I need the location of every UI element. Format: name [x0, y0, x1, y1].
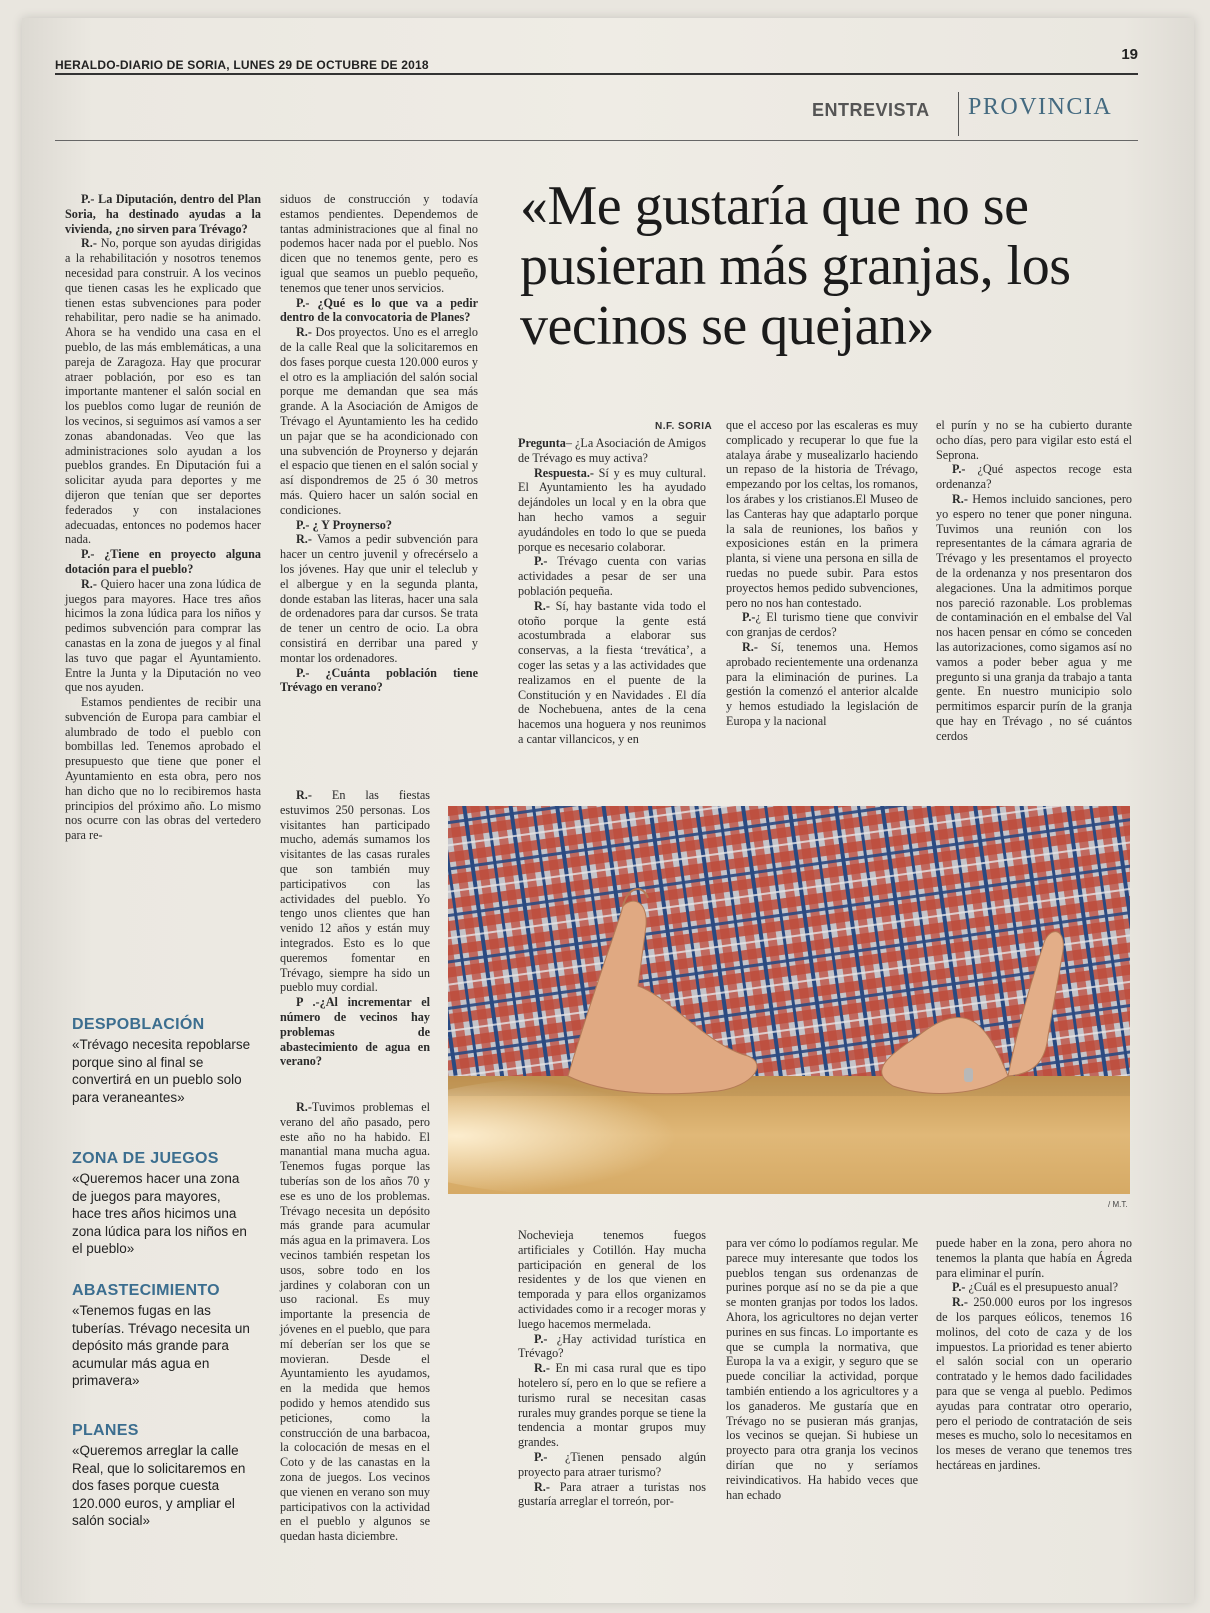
- sidebar-title: DESPOBLACIÓN: [72, 1016, 205, 1033]
- article-column-4-lower: [726, 1236, 918, 1502]
- question: P.- Trévago cuenta con varias actividades a pesar de ser una población pequeña.: [518, 554, 706, 598]
- sidebar-title: ZONA DE JUEGOS: [72, 1150, 219, 1167]
- article-column-2: [280, 192, 478, 695]
- answer: R.-Tuvimos problemas el verano del año pasado, pero este año no ha habido. El manantial mana mucha agua. Tenemos fugas porque las tuberías son de los años 70 y ese es uno de los problemas. Trévago necesita un depósito más grande para acumular más agua en la primavera. Los vecinos también respetan los usos, sobre todo en los jardines y colaboran con un uso racional. Es muy importante la presencia de jóvenes en el pueblo, que para mí deberían ser los que se movieran. Desde el Ayuntamiento les ayudamos, en la medida que hemos podido y hemos atendido sus peticiones, como la construcción de una barbacoa, la colocación de mesas en el Coto y de las canastas en la zona de juegos. Los vecinos que vienen en verano son muy participativos con la actividad en el pueblo y algunos se quedan hasta diciembre.: [280, 1100, 430, 1544]
- article-column-2c: [280, 1100, 430, 1544]
- article-column-4: [726, 418, 918, 729]
- headline: «Me gustaría que no se pusieran más granjas, los vecinos se quejan»: [520, 175, 1071, 357]
- page-number: 19: [1121, 46, 1138, 63]
- answer: R.- En mi casa rural que es tipo hotelero sí, pero en lo que se refiere a turismo rural se necesitan casas rurales muy grandes porque se tiene la tendencia a montar grupos muy grandes.: [518, 1361, 706, 1450]
- answer: R.- Hemos incluido sanciones, pero yo espero no tener que poner ninguna. Tuvimos una reunión con los representantes de la cámara agraria de Trévago y les presentamos el proyecto de la ordenanza y nos presentaron dos alegaciones. Una la admitimos porque nos pareció razonable. Los problemas de contaminación en el embalse del Val nos hacen pensar en cómo se conceden las autorizaciones, como sigamos así no vamos a poder beber agua y me pregunto si una granja da trabajo a tanta gente. En nuestro municipio solo permitimos esparcir purín de la granja que hay en Trévago , no sé cuántos cerdos: [936, 491, 1132, 743]
- article-photo: [448, 806, 1130, 1194]
- question: P.- ¿Tienen pensado algún proyecto para atraer turismo?: [518, 1449, 706, 1479]
- sidebar-title: PLANES: [72, 1422, 139, 1439]
- answer-continued: puede haber en la zona, pero ahora no tenemos la planta que había en Ágreda para eliminar el purín.: [936, 1236, 1132, 1280]
- answer-continued: siduos de construcción y todavía estamos pendientes. Dependemos de tantas administraciones que al final no podemos hacer nada por el pueblo. Nos dicen que no tenemos gente, pero es igual que seamos un pueblo pequeño, tenemos que tener unos servicios.: [280, 192, 478, 295]
- answer-continued: para ver cómo lo podíamos regular. Me parece muy interesante que todos los pueblos tengan sus ordenanzas de purines porque así no se da pie a que se monten granjas por todos los lados. Ahora, los agricultores no dejan verter purines en sus fincas. Lo importante es que se cumpla la normativa, que Europa la va a exigir, y seguro que se puede conciliar la actividad, porque también entiendo a los agricultores y a los ganaderos. Me gustaría que en Trévago no se pusieran más granjas, los vecinos se quejan. Si hubiese un proyecto para otra granja los vecinos dirían que no y seríamos reivindicativos. Ha habido veces que han echado: [726, 1236, 918, 1502]
- section-label: [790, 92, 1138, 136]
- question: P.- La Diputación, dentro del Plan Soria, ha destinado ayudas a la vivienda, ¿no sirven para Trévago?: [65, 192, 261, 236]
- article-column-5: [936, 418, 1132, 744]
- question: P.- ¿Hay actividad turística en Trévago?: [518, 1331, 706, 1361]
- photo-credit: / M.T.: [1108, 1200, 1128, 1209]
- section-name: PROVINCIA: [968, 94, 1113, 120]
- byline: N.F. SORIA: [655, 421, 713, 432]
- article-column-3: [518, 436, 706, 747]
- answer: R.- Quiero hacer una zona lúdica de juegos para mayores. Hace tres años hicimos la zona lúdica para los niños y pedimos subvención para comprar las canastas en la zona de juegos y al final las tuvo que pagar el Ayuntamiento. Entre la Junta y la Diputación no veo que nos ayuden.: [65, 576, 261, 695]
- answer: R.- Sí, tenemos una. Hemos aprobado recientemente una ordenanza para la eliminación de purines. La gestión la comenzó el anterior alcalde y hemos estudiado la legislación de Europa y la nacional: [726, 639, 918, 728]
- sidebar-text: «Tenemos fugas en las tuberías. Trévago necesita un depósito más grande para acumular más agua en primavera»: [72, 1303, 250, 1388]
- section-divider: [958, 92, 959, 136]
- header-rule: [55, 73, 1138, 75]
- question: P.- ¿Qué es lo que va a pedir dentro de la convocatoria de Planes?: [280, 295, 478, 325]
- question: P.- ¿Qué aspectos recoge esta ordenanza?: [936, 462, 1132, 492]
- sidebar-quote: [72, 1016, 252, 1106]
- question: P .-¿Al incrementar el número de vecinos hay problemas de abastecimiento de agua en verano?: [280, 995, 430, 1069]
- sidebar-text: «Queremos arreglar la calle Real, que lo solicitaremos en dos fases porque cuesta 120.000 euros, y ampliar el salón social»: [72, 1443, 246, 1528]
- question: P.- ¿ Y Proynerso?: [296, 517, 392, 532]
- question: P.- ¿Cuánta población tiene Trévago en verano?: [280, 665, 478, 695]
- answer: R.- Vamos a pedir subvención para hacer un centro juvenil y ofrecérselo a los jóvenes. Hay que unir el teleclub y el albergue y en la segunda planta, donde estaban las literas, hacer una sala de ordenadores para dar cursos. Se trata de tener un centro de ocio. La obra consistirá en derribar una pared y montar los ordenadores.: [280, 532, 478, 665]
- answer: R.- Sí, hay bastante vida todo el otoño porque la gente está acostumbrada a elaborar sus conservas, a la fiesta ‘trevática’, a coger las setas y a las actividades que realizamos en el puente de la Constitución y en Navidades . El día de Nochebuena, antes de la cena hacemos una hoguera y nos reunimos a cantar villancicos, y en: [518, 598, 706, 746]
- answer: R.- Dos proyectos. Uno es el arreglo de la calle Real que la solicitaremos en dos fases porque cuesta 120.000 euros y el otro es la ampliación del salón social porque me demandan que sea más grande. A la Asociación de Amigos de Trévago el Ayuntamiento les ha cedido un pajar que se ha acondicionado con una subvención de Proynerso y dejarán el espacio que tienen en el salón social y así dispondremos de 25 ó 30 metros más. Quiero hacer un salón social en condiciones.: [280, 325, 478, 517]
- sidebar-quote: [72, 1150, 252, 1258]
- section-kicker: ENTREVISTA: [812, 100, 930, 120]
- photo-plaid-shirt-hands: [448, 806, 1130, 1194]
- answer: R.- No, porque son ayudas dirigidas a la rehabilitación y nosotros tenemos necesidad para construir. A los vecinos que tienen casas les he explicado que tienen estas subvenciones para poder rehabilitar, pero nadie se ha animado. Ahora se ha vendido una casa en el pueblo, de las más emblemáticas, a una pareja de Zaragoza. Hay que procurar atraer población, por eso es tan importante mantener el salón social en los pueblos como lugar de reunión de los vecinos, si seguimos así vamos a ser zonas abandonadas. Veo que las administraciones solo ayudan a los pueblos grandes. En Diputación fui a solicitar ayuda para deportes y me dijeron que tenían que ser deportes federados y con instalaciones adecuadas, entonces no podemos hacer nada.: [65, 236, 261, 547]
- article-column-3-lower: [518, 1228, 706, 1509]
- sidebar-text: «Trévago necesita repoblarse porque sino al final se convertirá en un pueblo solo para veraneantes»: [72, 1037, 251, 1105]
- answer-continued: Estamos pendientes de recibir una subvención de Europa para cambiar el alumbrado de todo el pueblo con bombillas led. Tenemos aprobado el presupuesto que tiene que poner el Ayuntamiento en esta obra, pero nos han dicho que no lo recibiremos hasta principios del próximo año. Lo mismo nos ocurre con las obras del vertedero para re-: [65, 695, 261, 843]
- section-rule: [55, 140, 1138, 141]
- sidebar-text: «Queremos hacer una zona de juegos para mayores, hace tres años hicimos una zona lúdica para los niños en el pueblo»: [72, 1171, 247, 1256]
- answer: Respuesta.- Sí y es muy cultural. El Ayuntamiento les ha ayudado dejándoles un local y en la obra que han hecho vamos a seguir ayudándoles en todo lo que se pueda porque es necesario colaborar.: [518, 465, 706, 554]
- page-header: [55, 46, 1138, 72]
- question: Pregunta– ¿La Asociación de Amigos de Trévago es muy activa?: [518, 436, 706, 465]
- answer: R.- En las fiestas estuvimos 250 personas. Los visitantes han participado mucho, además sumamos los visitantes de las casas rurales que son también muy participativos con las actividades del pueblo. Yo tengo unos clientes que han venido 12 años y están muy integrados. Esto es lo que queremos fomentar en Trévago, siempre ha sido un pueblo muy cordial.: [280, 788, 430, 995]
- sidebar-quote: [72, 1422, 252, 1530]
- article-column-1: [65, 192, 261, 843]
- answer: R.- Para atraer a turistas nos gustaría arreglar el torreón, por-: [518, 1479, 706, 1509]
- question: P.-¿ El turismo tiene que convivir con granjas de cerdos?: [726, 610, 918, 640]
- article-column-5-lower: [936, 1236, 1132, 1473]
- answer-continued: que el acceso por las escaleras es muy complicado y recuperar lo que fue la atalaya árabe y musealizarlo haciendo un repaso de la historia de Trévago, empezando por los celtas, los romanos, los árabes y los cristianos.El Museo de las Canteras hay que adaptarlo porque la sala de reuniones, los baños y exposiciones están en la primera planta, si viene una persona en silla de ruedas no puede subir. Para estos proyectos hemos pedido subvenciones, pero no nos han contestado.: [726, 418, 918, 610]
- newspaper-date: HERALDO-DIARIO DE SORIA, LUNES 29 DE OCTUBRE DE 2018: [55, 58, 429, 72]
- article-column-2b: [280, 788, 430, 1069]
- answer: R.- 250.000 euros por los ingresos de los parques eólicos, tenemos 16 molinos, del coto de caza y de los impuestos. La prioridad es tener abierto el salón social con un operario contratado y le hemos dado facilidades para que se venga al pueblo. Pedimos ayudas para contratar otro operario, pero el periodo de contratación de seis meses es mucho, solo lo necesitamos en los meses de verano que tenemos tres hectáreas en jardines.: [936, 1295, 1132, 1472]
- sidebar-quote: [72, 1282, 252, 1390]
- question: P.- ¿Tiene en proyecto alguna dotación para el pueblo?: [65, 547, 261, 576]
- sidebar-title: ABASTECIMIENTO: [72, 1282, 220, 1299]
- answer-continued: Nochevieja tenemos fuegos artificiales y Cotillón. Hay mucha participación en general de los residentes y de los que vienen en temporada y para ellos organizamos actividades como ir a recoger moras y luego hacemos mermelada.: [518, 1228, 706, 1331]
- answer-continued: el purín y no se ha cubierto durante ocho días, pero para vigilar esto está el Seprona.: [936, 418, 1132, 462]
- question: P.- ¿Cuál es el presupuesto anual?: [952, 1280, 1119, 1295]
